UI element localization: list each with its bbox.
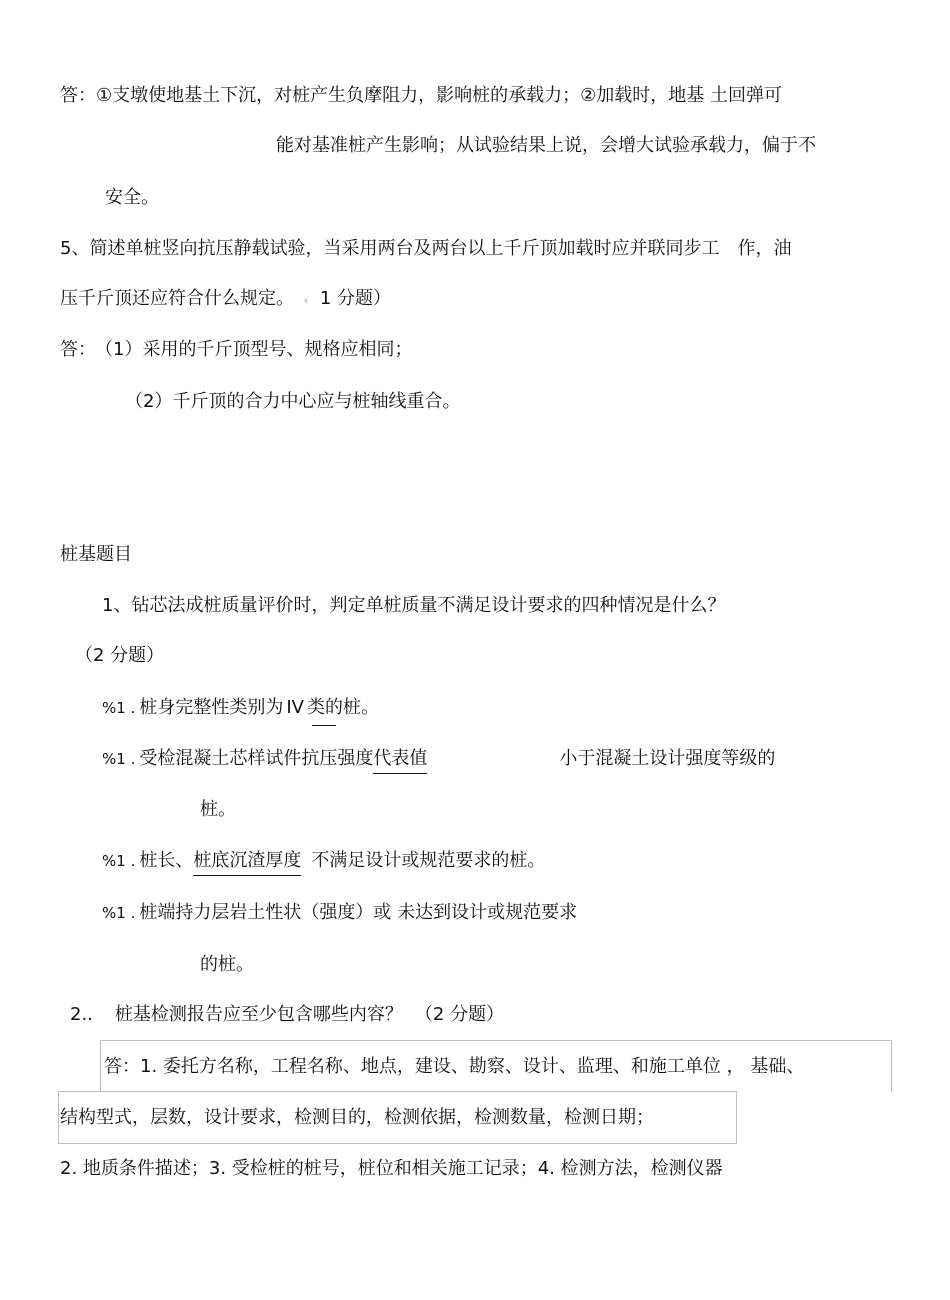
q1-item2-num: %1 . [102, 750, 136, 768]
q1-item4-num: %1 . [102, 904, 136, 922]
q5-score: 1 分题） [319, 288, 392, 309]
q5-answer1-row [60, 338, 412, 362]
section-title: 桩基题目 [60, 544, 132, 565]
prev-answer-line3: 安全。 [105, 187, 159, 208]
q2-answer-line3: 2. 地质条件描述；3. 受检桩的桩号，桩位和相关施工记录；4. 检测方法，检测仪器 [60, 1158, 723, 1179]
q1-item4 [102, 901, 577, 925]
q1-item2-text-a: 受检混凝土芯样试件抗压强度 [139, 748, 374, 769]
q1-item4-text-b: 的桩。 [200, 954, 254, 975]
q1-item3-num: %1 . [102, 852, 136, 870]
q5-line1: 5、简述单桩竖向抗压静载试验，当采用两台及两台以上千斤顶加载时应并联同步工 作，油 [60, 238, 792, 259]
q1-item1-underline [312, 725, 336, 726]
q1-item3-text-a: 桩长、 [139, 850, 194, 871]
q1-item2-text-d: 桩。 [200, 799, 236, 820]
q1-score: （2 分题） [75, 645, 165, 666]
q1-item1-text-b: IV [286, 697, 304, 718]
q2-box-join [58, 1091, 100, 1092]
q5-answer2: （2）千斤顶的合力中心应与桩轴线重合。 [125, 391, 461, 412]
q5-line2-mark: ‹ [303, 294, 309, 307]
q1-item3-text-b: 桩底沉渣厚度 [193, 850, 301, 876]
q1-item3 [102, 849, 545, 873]
q5-line2 [60, 287, 391, 313]
q5-line2-text: 压千斤顶还应符合什么规定。 [60, 288, 294, 309]
q1-item1-num: %1 . [102, 699, 136, 717]
q1-item1-text-a: 桩身完整性类别为 [139, 697, 284, 718]
q2-question: 桩基检测报告应至少包含哪些内容？ [114, 1004, 403, 1025]
q1-item3-text-c: 不满足设计或规范要求的桩。 [311, 850, 546, 871]
prev-answer-line1: 答：①支墩使地基土下沉，对桩产生负摩阻力，影响桩的承载力；②加载时，地基 土回弹可 [60, 85, 782, 106]
q1-item2-text-c: 小于混凝土设计强度等级的 [559, 748, 776, 769]
q5-answer-prefix: 答： [60, 339, 96, 360]
q1-item2-text-b: 代表值 [373, 748, 427, 774]
q2-score: （2 分题） [414, 1004, 505, 1025]
q1-line1: 1、钻芯法成桩质量评价时，判定单桩质量不满足设计要求的四种情况是什么？ [102, 595, 726, 616]
q5-answer1: （1）采用的千斤顶型号、规格应相同； [104, 339, 413, 360]
q1-item4-text-a: 桩端持力层岩土性状（强度）或 未达到设计或规范要求 [139, 902, 578, 923]
q2-answer-line1: 答：1. 委托方名称，工程名称、地点，建设、勘察、设计、监理、和施工单位 ， 基础、 [104, 1056, 805, 1077]
q1-item1 [102, 696, 379, 720]
q1-item2 [102, 747, 775, 771]
q1-item1-text-c: 类的桩。 [306, 697, 379, 718]
prev-answer-line2: 能对基准桩产生影响；从试验结果上说，会增大试验承载力，偏于不 [276, 135, 816, 156]
q2-line [70, 1003, 504, 1027]
q2-answer-line2: 结构型式，层数，设计要求，检测目的，检测依据，检测数量，检测日期； [60, 1107, 654, 1128]
q2-num: 2.. [70, 1004, 93, 1025]
